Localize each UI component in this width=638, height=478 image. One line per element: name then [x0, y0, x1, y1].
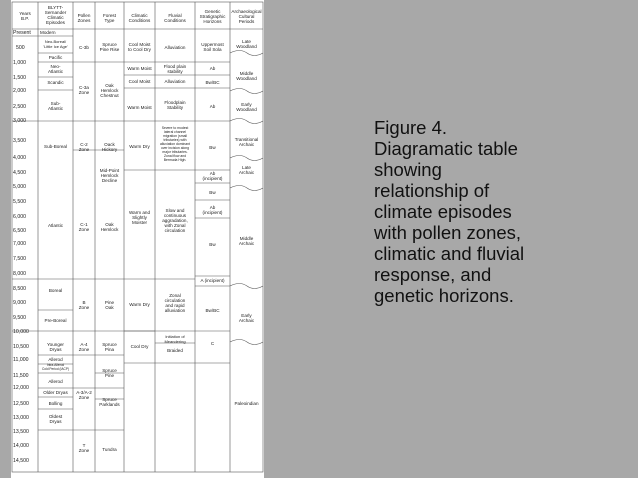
header-pollen: Pollen Zones	[77, 13, 91, 23]
episode-label: Allerod	[48, 379, 63, 384]
header-episodes: BLYTT- Sernander Climatic Episodes	[44, 5, 67, 25]
pollen-zone: A-3/A-2 Zone	[76, 390, 92, 400]
year-label: 11,000	[13, 357, 29, 363]
fluvial-condition: Alluviation	[164, 45, 186, 50]
year-label: 6,500	[13, 228, 26, 234]
year-label: 5,000	[13, 184, 26, 190]
episode-label: Bolling	[48, 401, 63, 406]
header-years: Years B.P.	[19, 11, 31, 21]
episode-label: Oldest Dryas	[48, 414, 63, 424]
genetic-horizon: Bw	[209, 242, 216, 247]
genetic-horizon: Bw	[209, 190, 216, 195]
climatic-condition: Warm Dry	[129, 144, 150, 149]
year-label: 3,000	[13, 118, 26, 124]
header-climatic: Climatic Conditions	[128, 13, 151, 23]
episode-label: Neo- Atlantic	[47, 64, 64, 74]
fluvial-condition: Flood plain stability	[163, 64, 187, 74]
forest-type: Oack Hickory	[101, 142, 118, 152]
climatic-condition: Warm Moist	[127, 66, 152, 71]
year-label: 7,500	[13, 256, 26, 262]
forest-type: Oak Hemlock Chestnut	[100, 83, 119, 98]
forest-type: Mid-Point Hemlock Decline	[99, 168, 120, 183]
year-label: 500	[16, 45, 25, 51]
episode-label: Sub-Boreal	[44, 144, 67, 149]
climatic-condition: Warm and Slightly Moister	[128, 210, 151, 225]
year-label: 8,000	[13, 271, 26, 277]
pollen-zone: C-1 Zone	[78, 222, 90, 232]
year-label: 1,500	[13, 75, 26, 81]
cultural-period: Middle Woodland	[236, 71, 257, 81]
climatic-condition: Cool Dry	[130, 344, 149, 349]
cultural-period: Late Archaic	[238, 165, 255, 175]
fluvial-condition: Floodplain Stability	[164, 100, 186, 110]
year-label: 2,000	[13, 88, 26, 94]
cultural-period: Paleoindian	[234, 401, 259, 406]
fluvial-condition: Severe to modest lateral channel migration (small tributaries) with alluviation dominant over incision along major tributaries. Zonal flow and Bermuda High.	[160, 126, 190, 162]
pollen-zone: B Zone	[78, 300, 90, 310]
pollen-zone: C-3b	[79, 45, 89, 50]
genetic-horizon: Uppermost Soil Sola	[201, 42, 224, 52]
episode-label: Atlantic	[47, 223, 64, 228]
cultural-period: Early Woodland	[236, 102, 257, 112]
year-label: 1,000	[13, 60, 26, 66]
fluvial-condition: Zonal circulation and rapid alluviation	[164, 293, 186, 313]
genetic-horizon: Ab (incipient)	[202, 171, 223, 181]
climatic-condition: Warm Dry	[129, 302, 150, 307]
cultural-period: Early Archaic	[238, 313, 255, 323]
genetic-horizon: Ab (incipient)	[202, 205, 223, 215]
header-fluvial: Fluvial Conditions	[164, 13, 186, 23]
episode-label: Scandic	[47, 80, 64, 85]
forest-type: Pine Oak	[104, 300, 115, 310]
year-label: 4,000	[13, 155, 26, 161]
figure-caption: Figure 4. Diagramatic table showing relationship of climate episodes with pollen zones, climatic and fluvial response, and genetic horizons.	[374, 117, 525, 306]
year-label: 10,000	[13, 329, 29, 335]
forest-type: Tundra	[102, 447, 117, 452]
climatic-condition: Warm Moist	[127, 105, 152, 110]
header-forest: Forest Type	[102, 13, 117, 23]
fluvial-condition: Alluviation	[164, 79, 186, 84]
episode-label: Neo-Boreal/ 'Little Ice Age'	[43, 39, 68, 49]
forest-type: Spruce Pine Rise	[99, 42, 120, 52]
year-label: 13,000	[13, 415, 29, 421]
episode-label: Allerod	[48, 357, 63, 362]
year-label: 10,500	[13, 344, 29, 350]
genetic-horizon: C	[210, 341, 215, 346]
year-label: 13,500	[13, 429, 29, 435]
year-label: 4,500	[13, 170, 26, 176]
episode-label: Pre-Boreal	[44, 318, 67, 323]
diagram-table	[11, 0, 264, 478]
fluvial-condition: Initiation of Meandering	[164, 334, 186, 344]
year-label: 2,500	[13, 104, 26, 110]
pollen-zone: C-2 Zone	[78, 142, 90, 152]
year-label: 7,000	[13, 241, 26, 247]
cultural-period: Middle Archaic	[238, 236, 255, 246]
episode-label: Sub- Atlantic	[47, 101, 64, 111]
year-label: 9,000	[13, 300, 26, 306]
header-genetic: Genetic Stratigraphic Horizons	[199, 9, 226, 24]
episode-label: Pacific	[48, 55, 63, 60]
pollen-zone: T Zone	[78, 443, 90, 453]
year-label: 14,500	[13, 458, 29, 464]
forest-type: Spruce Pina	[102, 342, 117, 352]
genetic-horizon: Bw/BC	[205, 80, 220, 85]
episode-label: Boreal	[48, 288, 63, 293]
year-label: 12,500	[13, 401, 29, 407]
genetic-horizon: Ab	[209, 66, 216, 71]
year-label: 14,000	[13, 443, 29, 449]
genetic-horizon: Ab	[209, 104, 216, 109]
climatic-condition: Cool Moist	[128, 79, 151, 84]
year-label: 9,500	[13, 315, 26, 321]
year-label: 6,000	[13, 214, 26, 220]
year-label: 8,500	[13, 286, 26, 292]
pollen-zone: A-4 Zone	[78, 342, 90, 352]
year-label: 3,500	[13, 138, 26, 144]
pollen-zone: C-3a Zone	[78, 85, 90, 95]
cultural-period: Late Woodland	[236, 39, 257, 49]
episode-label: Younger Dryas	[47, 342, 64, 352]
genetic-horizon: Bw/BC	[205, 308, 220, 313]
forest-type: Spruce Parklands	[99, 397, 120, 407]
episode-label: Intra-Allerod Cold Period (IACP)	[41, 363, 70, 371]
genetic-horizon: Bw	[209, 145, 216, 150]
year-label: 12,000	[13, 385, 29, 391]
genetic-horizon: A (incipient)	[200, 278, 225, 283]
year-label: 11,500	[13, 373, 29, 379]
cultural-period: Transitional Archaic	[234, 137, 259, 147]
forest-type: Spruce Pine	[102, 368, 117, 378]
year-label: Present	[13, 30, 31, 36]
fluvial-condition: Braided	[167, 348, 183, 353]
header-archaeological: Archaeological Cultural Periods	[231, 9, 262, 24]
fluvial-condition: Slow and continuous aggradation, with Zonal circulation	[162, 208, 188, 233]
forest-type: Oak Hemlock	[100, 222, 119, 232]
year-label: 5,500	[13, 199, 26, 205]
episode-label: Modern	[40, 30, 56, 35]
episode-label: Older Dryas	[43, 390, 68, 395]
climatic-condition: Cool Moist to Cool Dry	[128, 42, 151, 52]
